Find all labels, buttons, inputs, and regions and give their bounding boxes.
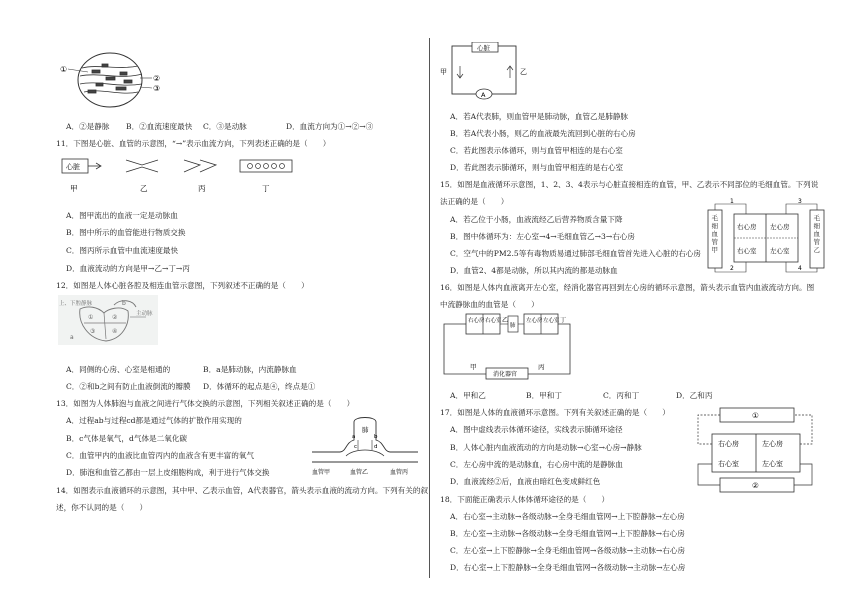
q17-bottom-label: ② <box>752 481 759 490</box>
q12-label-a: a <box>70 334 74 341</box>
q14-label-jia: 甲 <box>440 68 447 76</box>
q15-capillary-yi: 毛细血管乙 <box>813 214 820 254</box>
q11-option-c: C．图丙所示血管中血流速度最快 <box>66 246 179 255</box>
q12-label-2: ② <box>112 314 118 321</box>
q16-right-ventricle: 右心室 <box>485 318 502 324</box>
q16-digestive-organ: 消化器官 <box>493 371 518 378</box>
q16-right-atrium: 右心房 <box>468 318 485 324</box>
q13-label-a: a <box>352 434 356 440</box>
q17-option-a: A．图中虚线表示体循环途径，实线表示肺循环途径 <box>450 425 623 434</box>
q10-label-3: ③ <box>153 84 161 93</box>
q10-label-2: ② <box>153 74 161 83</box>
q12-option-a: A．同侧的心房、心室是相通的 <box>66 365 171 374</box>
q18-option-c: C．左心室→上下腔静脉→全身毛细血管网→各级动脉→主动脉→右心房 <box>450 546 686 555</box>
q13-label-lung: 肺 <box>362 426 369 434</box>
q10-option-b: B．②血流速度最快 <box>126 122 193 131</box>
q10-label-1: ① <box>60 65 68 74</box>
q17-right-atrium: 右心房 <box>718 440 739 448</box>
q15-vessel-4: 4 <box>798 265 802 272</box>
q16-lung: 肺 <box>510 323 516 329</box>
q16-option-d: D．乙和丙 <box>676 391 713 400</box>
q11-label-jia: 甲 <box>70 184 78 193</box>
q10-option-a: A．②是静脉 <box>66 122 110 131</box>
q15-stem-line2: 法正确的是（ ） <box>440 197 509 206</box>
q16-label-bing: 丙 <box>538 363 545 371</box>
q16-label-ding: 丁 <box>560 317 567 324</box>
q12-label-4: ④ <box>112 328 118 335</box>
q18-stem: 18．下面能正确表示人体体循环途径的是（ ） <box>440 495 610 504</box>
q12-option-c: C．②和b之间有防止血液倒流的瓣膜 <box>66 382 191 391</box>
q17-option-b: B．人体心脏内血液流动的方向是动脉→心室→心房→静脉 <box>450 443 642 452</box>
q11-figure <box>60 155 300 195</box>
q15-option-a: A．若乙位于小肠，血液流经乙后营养物质含量下降 <box>450 215 623 224</box>
q15-left-atrium: 左心房 <box>770 223 790 231</box>
q15-vessel-3: 3 <box>798 198 802 205</box>
q10-option-c: C．③是动脉 <box>203 122 247 131</box>
q13-label-c: c <box>354 444 358 450</box>
q14-heart-label: 心脏 <box>477 44 490 52</box>
q15-vessel-2: 2 <box>730 265 734 272</box>
q12-label-b: b <box>122 300 126 307</box>
q11-heart-label: 心脏 <box>66 163 80 171</box>
q16-left-atrium: 左心房 <box>526 318 543 324</box>
q15-figure <box>706 198 826 274</box>
q13-figure <box>310 412 420 480</box>
q15-option-b: B．图中体循环为：左心室→4→毛细血管乙→3→右心房 <box>450 232 635 241</box>
q14-option-c: C．若此图表示体循环，则与血管甲相连的是右心室 <box>450 146 623 155</box>
q13-option-d: D．肺泡和血管乙都由一层上皮细胞构成，利于进行气体交换 <box>66 468 270 477</box>
q13-label-vessel-jia: 血管甲 <box>312 469 331 476</box>
q15-left-ventricle: 左心室 <box>770 247 790 255</box>
q13-option-c: C．血管甲内的血液比血管丙内的血液含有更丰富的氧气 <box>66 451 255 460</box>
q11-option-b: B．图中所示的血管能进行物质交换 <box>66 228 186 237</box>
column-divider <box>429 38 430 578</box>
q15-option-c: C．空气中的PM2.5等有毒物质易通过肺部毛细血管首先进入心脏的右心房 <box>450 249 701 258</box>
q16-option-a: A．甲和乙 <box>450 391 486 400</box>
q11-label-ding: 丁 <box>262 184 270 193</box>
q15-vessel-1: 1 <box>730 198 734 205</box>
q13-stem: 13．如图为人体肺泡与血液之间进行气体交换的示意图，下列相关叙述正确的是（ ） <box>56 399 355 408</box>
q13-label-vessel-bing: 血管丙 <box>390 469 409 476</box>
q16-left-ventricle: 左心室 <box>543 318 560 324</box>
q14-option-a: A．若A代表肺，则血管甲是肺动脉，血管乙是肺静脉 <box>450 112 629 121</box>
q10-option-d: D．血流方向为①→②→③ <box>286 122 374 131</box>
q14-figure <box>440 42 530 102</box>
q13-label-d: d <box>374 444 378 450</box>
q17-left-ventricle: 左心室 <box>762 460 783 468</box>
q14-stem-line2: 述，你不认同的是（ ） <box>56 503 148 512</box>
q15-stem-line1: 15．如图是血液循环示意图，1、2、3、4表示与心脏直接相连的血管，甲、乙表示不同部位的毛细血管。下列说 <box>440 180 819 189</box>
q15-right-atrium: 右心房 <box>737 223 757 231</box>
q12-label-vena-cava: 上、下腔静脉 <box>59 301 93 307</box>
q12-option-b: B．a是肺动脉，内流静脉血 <box>203 365 297 374</box>
q16-stem-line1: 16．如图是人体内血液离开左心室，经消化器官再回到左心房的循环示意图，箭头表示血管内血液流动方向。图 <box>440 283 815 292</box>
q11-option-a: A．图甲流出的血液一定是动脉血 <box>66 211 178 220</box>
q12-label-aorta: 主动脉 <box>136 311 153 317</box>
q18-option-a: A．右心室→主动脉→各级动脉→全身毛细血管网→上下腔静脉→左心房 <box>450 512 685 521</box>
q15-right-ventricle: 右心室 <box>737 247 757 255</box>
q15-capillary-jia: 毛细血管甲 <box>711 214 718 254</box>
q17-stem: 17．如图是人体的血液循环示意图。下列有关叙述正确的是（ ） <box>440 408 670 417</box>
q14-option-d: D．若此图表示肺循环，则与血管甲相连的是右心室 <box>450 163 624 172</box>
q16-label-jia: 甲 <box>470 363 477 371</box>
q11-label-bing: 丙 <box>198 184 206 193</box>
q11-label-yi: 乙 <box>140 184 148 193</box>
q13-label-vessel-yi: 血管乙 <box>350 469 369 476</box>
q18-option-b: B．左心室→主动脉→各级动脉→全身毛细血管网→上下腔静脉→右心房 <box>450 529 685 538</box>
q17-left-atrium: 左心房 <box>762 440 783 448</box>
q12-label-1: ① <box>88 314 94 321</box>
q11-stem: 11．下图是心脏、血管的示意图，“→”表示血流方向，下列表述正确的是（ ） <box>56 139 331 148</box>
q13-option-a: A．过程ab与过程cd都是通过气体的扩散作用实现的 <box>66 416 242 425</box>
q16-figure <box>440 312 575 384</box>
q14-option-b: B．若A代表小肠，则乙的血液最先流回到心脏的右心房 <box>450 129 636 138</box>
q16-option-b: B．甲和丁 <box>526 391 562 400</box>
q16-option-c: C．丙和丁 <box>603 391 640 400</box>
q13-label-b: b <box>374 434 378 440</box>
q15-option-d: D．血管2、4都是动脉，所以其内流的都是动脉血 <box>450 266 618 275</box>
q17-option-d: D．血液流经②后，血液由暗红色变成鲜红色 <box>450 477 601 486</box>
q17-option-c: C．左心房中流的是动脉血，右心房中流的是静脉血 <box>450 460 623 469</box>
q10-figure <box>58 50 168 110</box>
q17-right-ventricle: 右心室 <box>718 460 739 468</box>
q12-option-d: D．体循环的起点是④，终点是① <box>203 382 316 391</box>
q17-figure <box>690 404 820 494</box>
q11-option-d: D．血液流动的方向是甲→乙→丁→丙 <box>66 264 190 273</box>
q12-stem: 12．如图是人体心脏各腔及相连血管示意图，下列叙述不正确的是（ ） <box>56 281 309 290</box>
q17-top-label: ① <box>752 411 759 420</box>
q14-label-yi: 乙 <box>520 68 527 76</box>
q18-option-d: D．右心室→上下腔静脉→全身毛细血管网→各级动脉→主动脉→左心房 <box>450 563 686 572</box>
q16-label-yi: 乙 <box>502 317 509 324</box>
q13-option-b: B．c气体是氧气，d气体是二氧化碳 <box>66 434 188 443</box>
q14-organ-label: A <box>481 91 486 99</box>
q12-label-3: ③ <box>90 328 96 335</box>
q12-figure <box>58 295 158 345</box>
q16-stem-line2: 中流静脉血的血管是（ ） <box>440 300 539 309</box>
q14-stem-line1: 14．如图表示血液循环的示意图，其中甲、乙表示血管，A代表器官，箭头表示血液的流动方向。下列有关的叙 <box>56 486 429 495</box>
